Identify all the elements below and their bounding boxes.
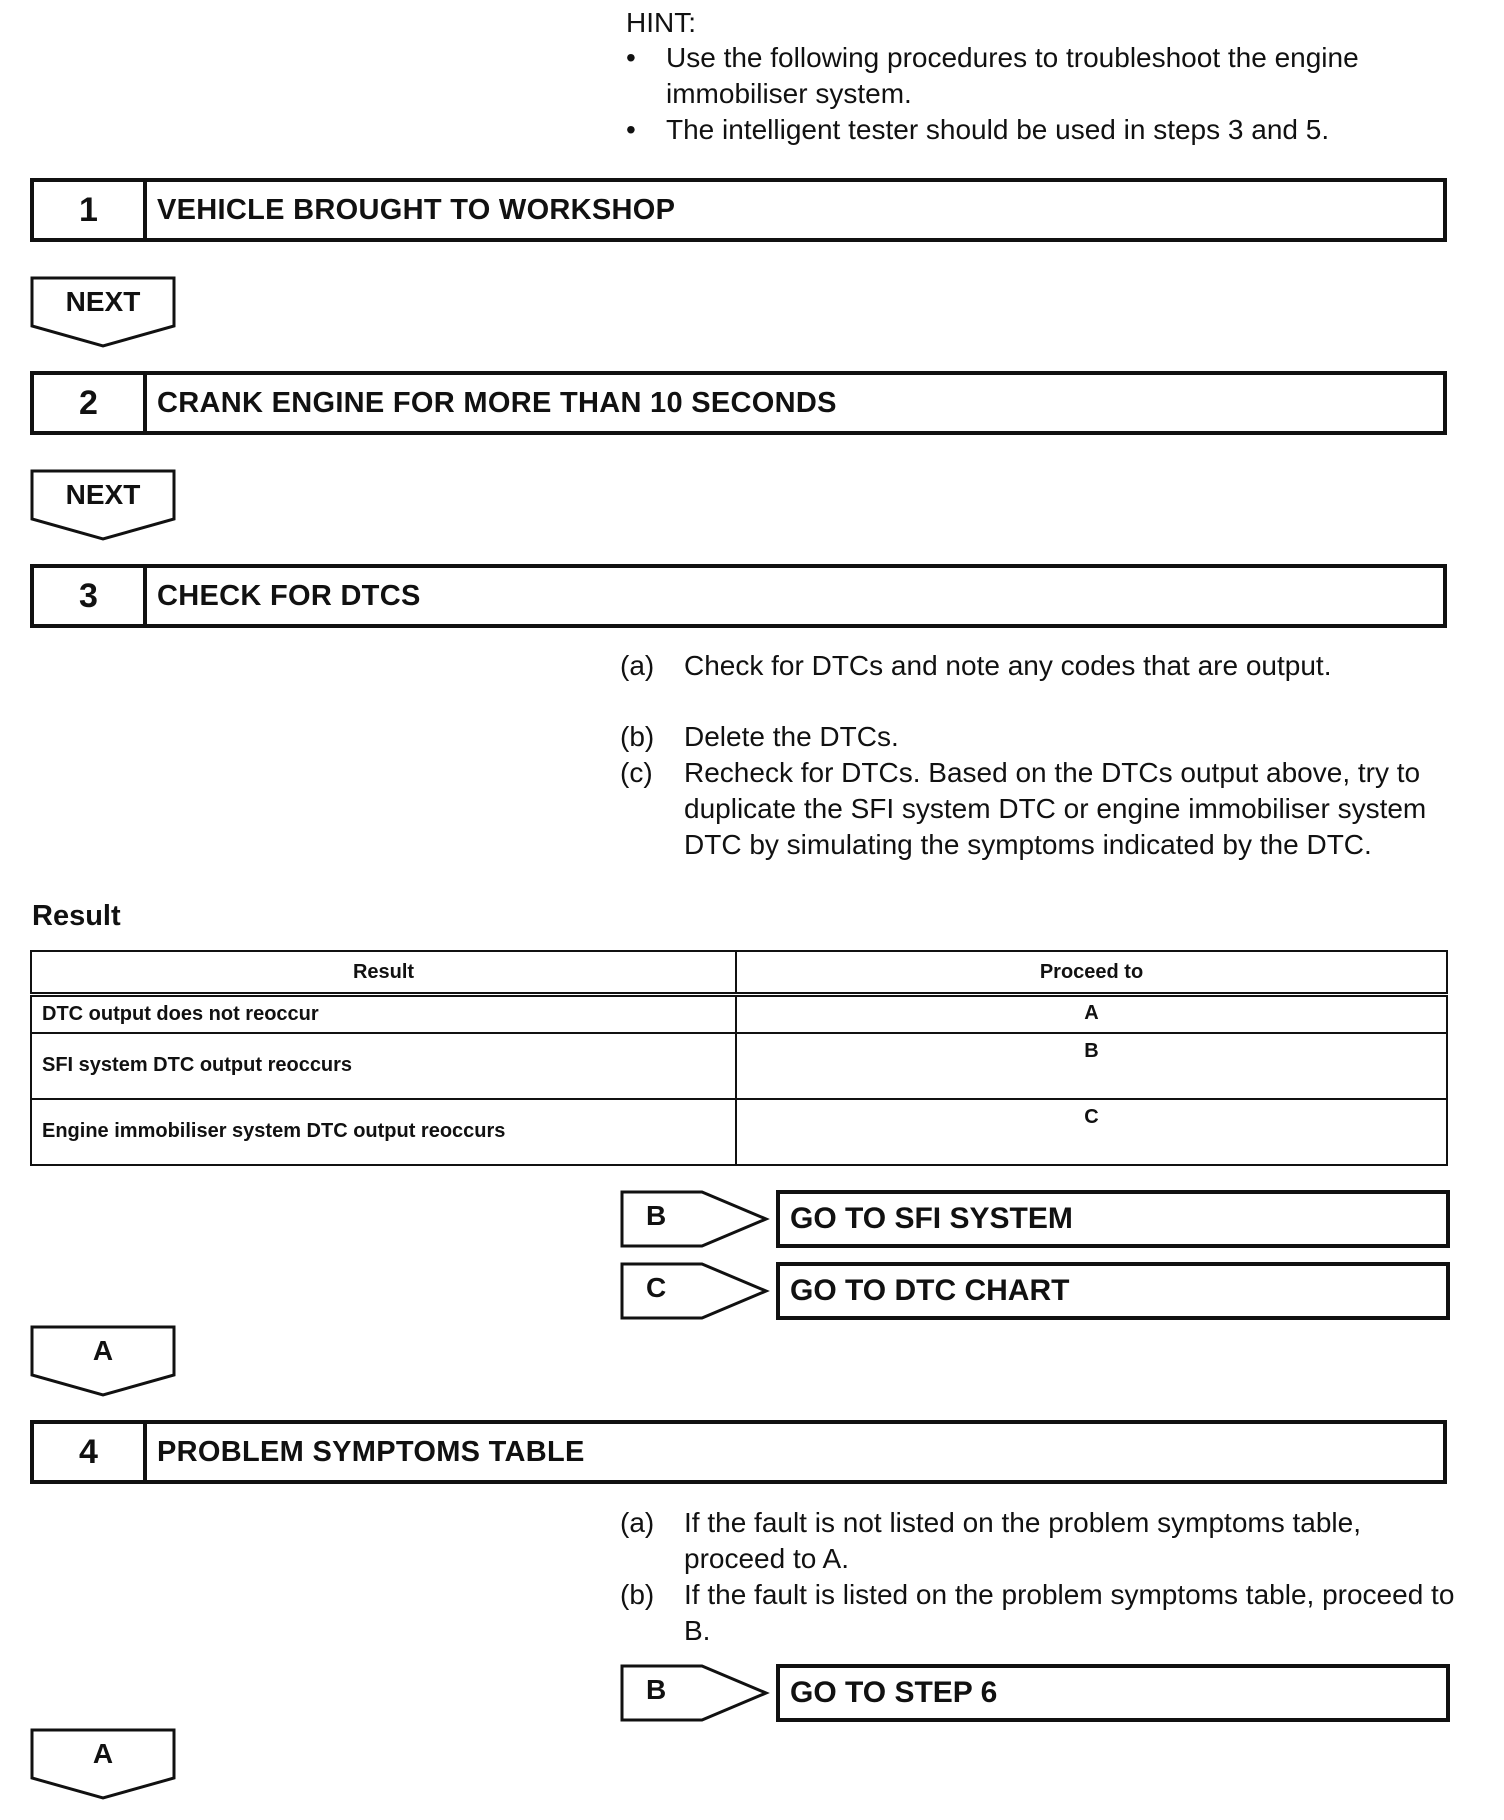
proceed-a-arrow[interactable] bbox=[30, 1325, 176, 1397]
table-row bbox=[31, 1099, 1447, 1165]
next-arrow[interactable] bbox=[30, 276, 176, 348]
hint-bullet-text: The intelligent tester should be used in steps 3 and 5. bbox=[666, 114, 1330, 145]
item-text: Recheck for DTCs. Based on the DTCs output above, try to duplicate the SFI system DTC or engine immobiliser system DTC by simulating the symptoms indicated by the DTC. bbox=[684, 757, 1427, 860]
table-header: Proceed to bbox=[736, 951, 1447, 995]
result-cell: Engine immobiliser system DTC output reoccurs bbox=[31, 1099, 736, 1165]
step-number: 2 bbox=[34, 375, 147, 431]
item-label: (b) bbox=[620, 1579, 655, 1610]
proceed-a-arrow[interactable] bbox=[30, 1728, 176, 1800]
goto-dtc-chart[interactable] bbox=[620, 1260, 1450, 1324]
step-number: 1 bbox=[34, 182, 147, 238]
item-label: (a) bbox=[620, 1507, 655, 1538]
result-heading: Result bbox=[32, 900, 121, 932]
step-number: 4 bbox=[34, 1424, 147, 1480]
step-number: 3 bbox=[34, 568, 147, 624]
goto-letter: B bbox=[646, 1674, 667, 1705]
result-cell: SFI system DTC output reoccurs bbox=[31, 1033, 736, 1099]
item-label: (b) bbox=[620, 721, 655, 752]
goto-step-6[interactable] bbox=[620, 1662, 1450, 1726]
item-label: (c) bbox=[620, 757, 653, 788]
goto-sfi-system[interactable] bbox=[620, 1188, 1450, 1252]
arrow-label: NEXT bbox=[65, 286, 141, 317]
item-text: Check for DTCs and note any codes that are output. bbox=[684, 650, 1332, 681]
table-row bbox=[31, 995, 1447, 1033]
step-title: PROBLEM SYMPTOMS TABLE bbox=[157, 1435, 585, 1468]
goto-text: GO TO SFI SYSTEM bbox=[776, 1190, 1450, 1248]
arrow-label: A bbox=[92, 1335, 114, 1366]
next-arrow[interactable] bbox=[30, 469, 176, 541]
result-table bbox=[30, 950, 1448, 1166]
table-row bbox=[31, 1033, 1447, 1099]
item-text: Delete the DTCs. bbox=[684, 721, 899, 752]
arrow-right-icon bbox=[620, 1188, 780, 1252]
step-title: CRANK ENGINE FOR MORE THAN 10 SECONDS bbox=[157, 386, 837, 419]
goto-text: GO TO STEP 6 bbox=[776, 1664, 1450, 1722]
arrow-label: A bbox=[92, 1738, 114, 1769]
goto-text: GO TO DTC CHART bbox=[776, 1262, 1450, 1320]
arrow-label: NEXT bbox=[65, 479, 141, 510]
proceed-cell: A bbox=[736, 995, 1447, 1033]
hint-bullet-text: Use the following procedures to troubleshoot the engine immobiliser system. bbox=[666, 42, 1359, 109]
item-text: If the fault is listed on the problem symptoms table, proceed to B. bbox=[684, 1579, 1455, 1646]
proceed-cell: C bbox=[736, 1099, 1447, 1165]
step-1-header bbox=[30, 178, 1447, 242]
result-cell: DTC output does not reoccur bbox=[31, 995, 736, 1033]
table-header: Result bbox=[31, 951, 736, 995]
item-label: (a) bbox=[620, 650, 655, 681]
step-title: VEHICLE BROUGHT TO WORKSHOP bbox=[157, 193, 676, 226]
hint-heading: HINT: bbox=[626, 7, 696, 38]
step-3-header bbox=[30, 564, 1447, 628]
goto-letter: B bbox=[646, 1200, 667, 1231]
item-text: If the fault is not listed on the problem symptoms table, proceed to A. bbox=[684, 1507, 1362, 1574]
bullet-glyph: • bbox=[626, 114, 636, 145]
proceed-cell: B bbox=[736, 1033, 1447, 1099]
bullet-glyph: • bbox=[626, 42, 636, 73]
goto-letter: C bbox=[646, 1272, 667, 1303]
step-2-header bbox=[30, 371, 1447, 435]
step-4-header bbox=[30, 1420, 1447, 1484]
step-title: CHECK FOR DTCS bbox=[157, 579, 421, 612]
arrow-right-icon bbox=[620, 1260, 780, 1324]
arrow-right-icon bbox=[620, 1662, 780, 1726]
